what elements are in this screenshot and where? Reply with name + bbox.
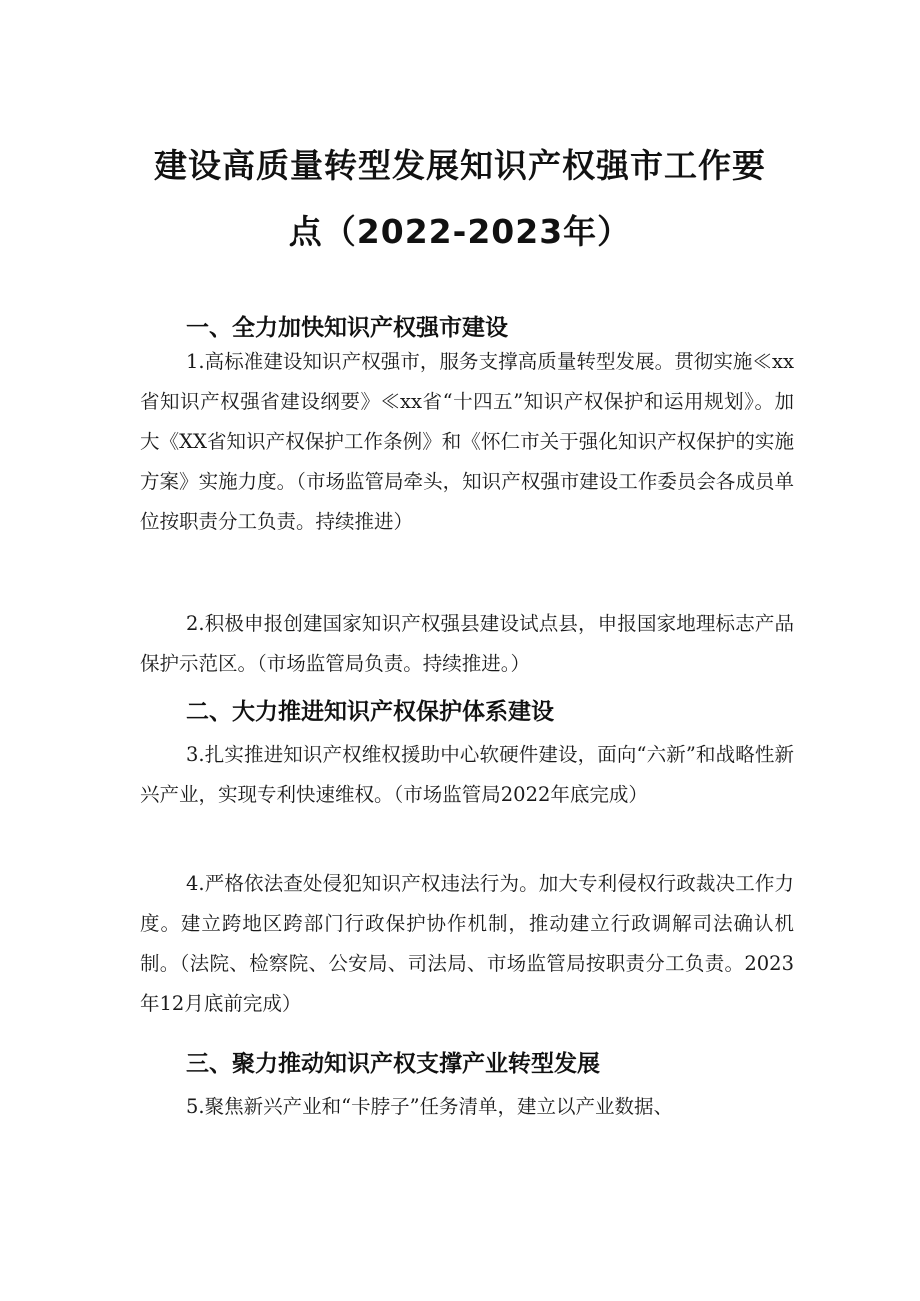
item-paragraph-2: 2.积极申报创建国家知识产权强县建设试点县，申报国家地理标志产品保护示范区。（市场监管局负责。持续推进。） [140, 612, 794, 675]
section-heading-1: 一、全力加快知识产权强市建设 [186, 315, 508, 341]
document-title-line-1: 建设高质量转型发展知识产权强市工作要 [154, 146, 766, 185]
section-heading-2: 二、大力推进知识产权保护体系建设 [186, 699, 554, 725]
section-heading-3: 三、聚力推动知识产权支撑产业转型发展 [186, 1051, 600, 1077]
item-paragraph-1: 1.高标准建设知识产权强市，服务支撑高质量转型发展。贯彻实施≪xx省知识产权强省建设纲要》≪xx省“十四五”知识产权保护和运用规划》。加大《XX省知识产权保护工作条例》和《怀仁市关于强化知识产权保护的实施方案》实施力度。（市场监管局牵头，知识产权强市建设工作委员会各成员单位按职责分工负责。持续推进） [140, 350, 794, 533]
item-paragraph-3: 3.扎实推进知识产权维权援助中心软硬件建设，面向“六新”和战略性新兴产业，实现专利快速维权。（市场监管局2022年底完成） [140, 743, 794, 806]
item-paragraph-5: 5.聚焦新兴产业和“卡脖子”任务清单，建立以产业数据、 [186, 1095, 674, 1118]
item-paragraph-4: 4.严格依法查处侵犯知识产权违法行为。加大专利侵权行政裁决工作力度。建立跨地区跨部门行政保护协作机制，推动建立行政调解司法确认机制。（法院、检察院、公安局、司法局、市场监管局按职责分工负责。2023年12月底前完成） [140, 872, 794, 1015]
document-title-line-2: 点（2022-2023年） [288, 212, 632, 251]
